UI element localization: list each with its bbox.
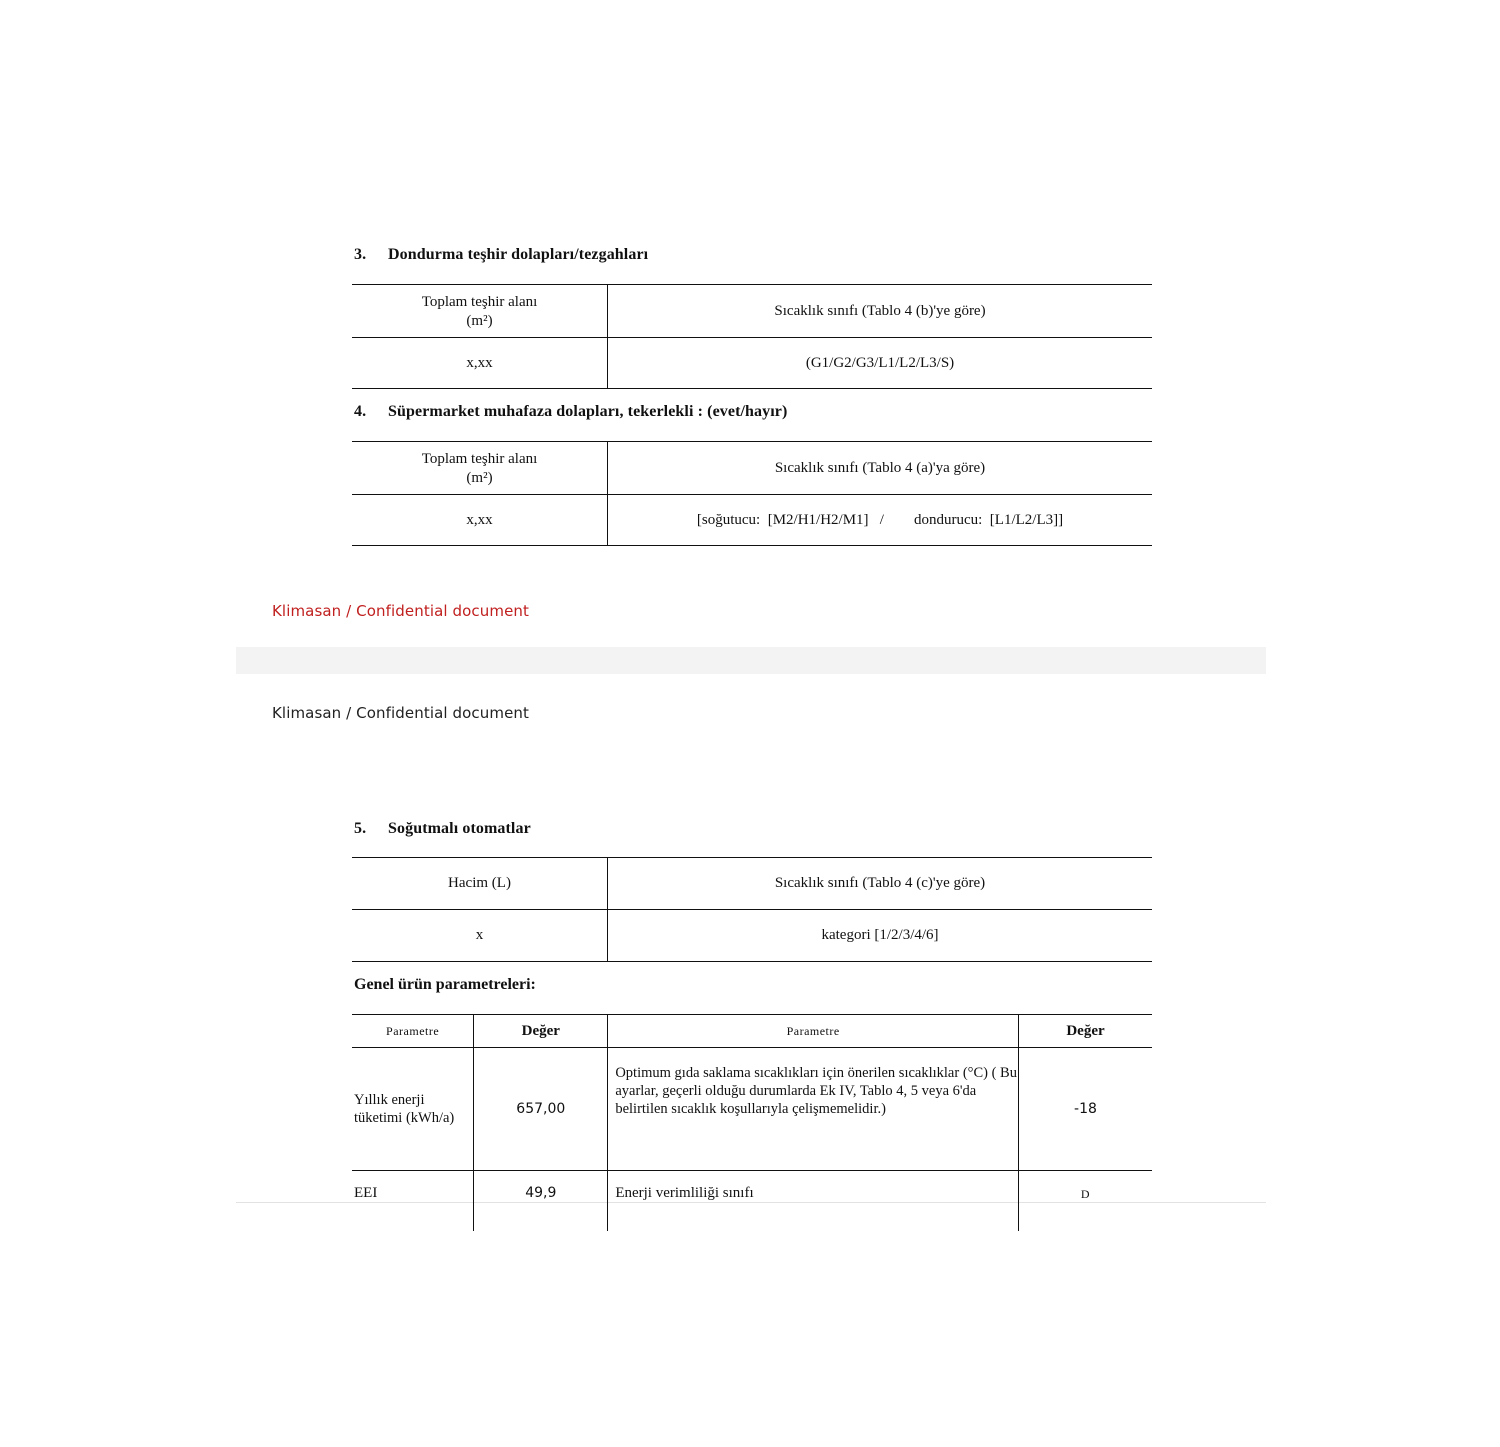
section-3-number: 3. bbox=[354, 246, 367, 263]
param-header-2: Parametre bbox=[608, 1015, 1019, 1048]
section-5-header-volume: Hacim (L) bbox=[352, 858, 608, 910]
section-5-table bbox=[352, 857, 1152, 962]
section-3-table bbox=[352, 284, 1152, 389]
annual-energy-value: 657,00 bbox=[474, 1048, 608, 1171]
section-4-heading bbox=[354, 403, 787, 421]
section-5-number: 5. bbox=[354, 820, 367, 837]
page-separator bbox=[236, 647, 1266, 674]
section-4-table bbox=[352, 441, 1152, 546]
confidential-footer: Klimasan / Confidential document bbox=[272, 602, 529, 620]
confidential-header: Klimasan / Confidential document bbox=[272, 704, 529, 722]
section-5-header-temp-class: Sıcaklık sınıfı (Tablo 4 (c)'ye göre) bbox=[608, 858, 1153, 910]
section-4-header-area: Toplam teşhir alanı (m²) bbox=[352, 442, 608, 495]
section-4-title: Süpermarket muhafaza dolapları, tekerlekli : (evet/hayır) bbox=[388, 403, 788, 420]
section-3-title: Dondurma teşhir dolapları/tezgahları bbox=[388, 246, 649, 263]
section-3-heading bbox=[354, 246, 648, 264]
section-4-value-area: x,xx bbox=[352, 495, 608, 546]
eei-value: 49,9 bbox=[474, 1171, 608, 1232]
section-4-header-temp-class: Sıcaklık sınıfı (Tablo 4 (a)'ya göre) bbox=[608, 442, 1153, 495]
section-5-value-volume: x bbox=[352, 910, 608, 962]
recommended-temp-value: -18 bbox=[1018, 1048, 1152, 1171]
section-3-header-temp-class: Sıcaklık sınıfı (Tablo 4 (b)'ye göre) bbox=[608, 285, 1153, 338]
section-5-title: Soğutmalı otomatlar bbox=[388, 820, 531, 837]
energy-class-label: Enerji verimliliği sınıfı bbox=[608, 1171, 1019, 1232]
param-header-1: Parametre bbox=[352, 1015, 474, 1048]
document-page-1 bbox=[236, 246, 1266, 647]
value-header-2: Değer bbox=[1018, 1015, 1152, 1048]
value-header-1: Değer bbox=[474, 1015, 608, 1048]
section-5-heading bbox=[354, 820, 531, 838]
section-4-number: 4. bbox=[354, 403, 367, 420]
energy-class-value: D bbox=[1080, 1187, 1091, 1201]
general-parameters-title: Genel ürün parametreleri: bbox=[354, 976, 536, 993]
section-3-value-area: x,xx bbox=[352, 338, 608, 389]
general-parameters-table bbox=[352, 1014, 1152, 1231]
eei-label: EEI bbox=[352, 1171, 474, 1232]
document-page-2 bbox=[236, 674, 1266, 1203]
section-3-value-temp-class: (G1/G2/G3/L1/L2/L3/S) bbox=[608, 338, 1153, 389]
annual-energy-label: Yıllık enerji tüketimi (kWh/a) bbox=[352, 1048, 474, 1171]
section-3-header-area: Toplam teşhir alanı (m²) bbox=[352, 285, 608, 338]
section-5-value-temp-class: kategori [1/2/3/4/6] bbox=[608, 910, 1153, 962]
section-4-value-temp-class: [soğutucu: [M2/H1/H2/M1] / dondurucu: [L1/L2/L3]] bbox=[608, 495, 1153, 546]
recommended-temp-label: Optimum gıda saklama sıcaklıkları için önerilen sıcaklıklar (°C) ( Bu ayarlar, geçerli olduğu durumlarda Ek IV, Tablo 4, 5 veya 6'da belirtilen sıcaklık koşullarıyla çelişmemelidir.) bbox=[608, 1048, 1019, 1171]
